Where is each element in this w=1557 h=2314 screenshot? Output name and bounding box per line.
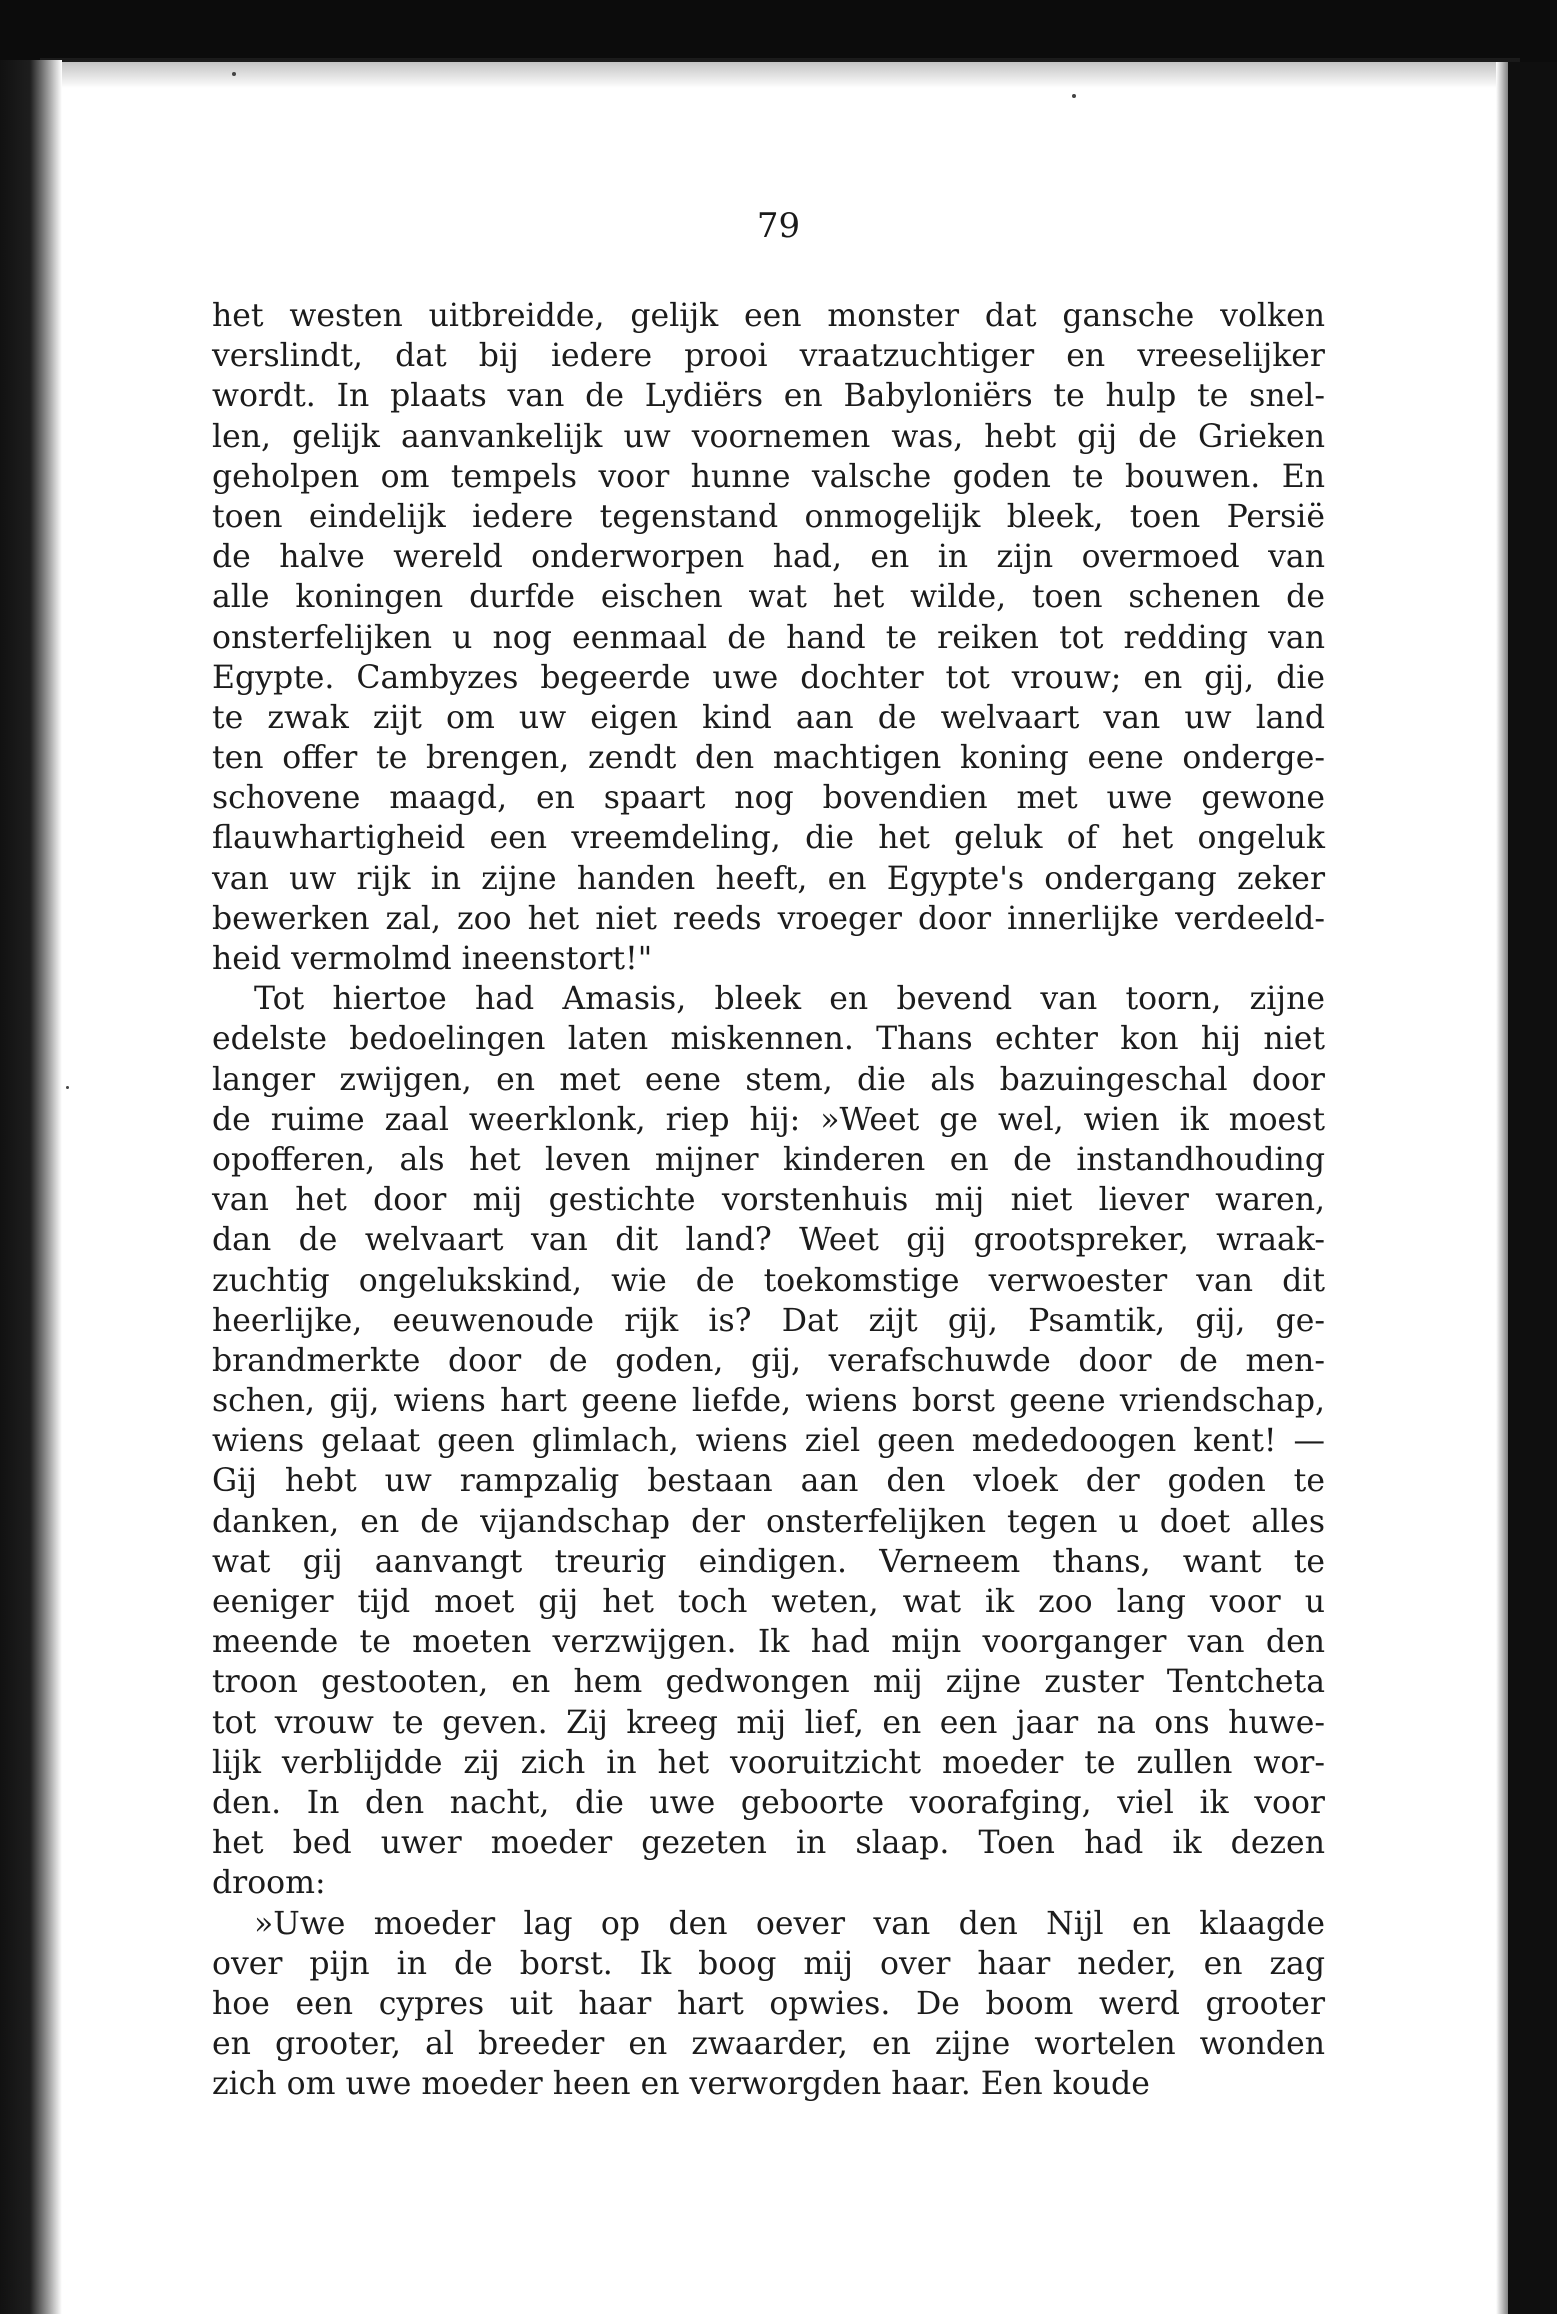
paper-speck xyxy=(66,1086,69,1089)
text-line: lijk verblijdde zij zich in het vooruitzicht moeder te zullen wor- xyxy=(212,1744,1325,1781)
text-line: geholpen om tempels voor hunne valsche goden te bouwen. En xyxy=(212,458,1325,495)
paragraph-1 xyxy=(212,296,1325,979)
body-text xyxy=(212,296,1325,2104)
text-line: wiens gelaat geen glimlach, wiens ziel geen mededoogen kent! — xyxy=(212,1423,1325,1460)
text-line: over pijn in de borst. Ik boog mij over haar neder, en zag xyxy=(212,1945,1325,1982)
text-line: opofferen, als het leven mijner kinderen en de instandhouding xyxy=(212,1141,1325,1178)
text-line: heid vermolmd ineenstort!" xyxy=(212,941,653,977)
text-line: edelste bedoelingen laten miskennen. Thans echter kon hij niet xyxy=(212,1021,1325,1058)
text-line: van uw rijk in zijne handen heeft, en Egypte's ondergang zeker xyxy=(212,860,1325,897)
text-line: toen eindelijk iedere tegenstand onmogelijk bleek, toen Persië xyxy=(212,498,1325,535)
text-line: wat gij aanvangt treurig eindigen. Verneem thans, want te xyxy=(212,1543,1325,1580)
text-line: bewerken zal, zoo het niet reeds vroeger door innerlijke verdeeld- xyxy=(212,900,1325,937)
text-line: hoe een cypres uit haar hart opwies. De boom werd grooter xyxy=(212,1985,1325,2022)
text-line: schovene maagd, en spaart nog bovendien met uwe gewone xyxy=(212,780,1325,817)
text-line: droom: xyxy=(212,1865,326,1902)
text-line: len, gelijk aanvankelijk uw voornemen was, hebt gij de Grieken xyxy=(212,418,1325,455)
text-line: de ruime zaal weerklonk, riep hij: »Weet ge wel, wien ik moest xyxy=(212,1101,1325,1138)
scan-top-shadow xyxy=(40,58,1520,88)
text-line: Gij hebt uw rampzalig bestaan aan den vloek der goden te xyxy=(212,1463,1325,1500)
text-line: verslindt, dat bij iedere prooi vraatzuchtiger en vreeselijker xyxy=(212,338,1325,375)
text-line: schen, gij, wiens hart geene liefde, wiens borst geene vriendschap, xyxy=(212,1383,1325,1420)
text-line: heerlijke, eeuwenoude rijk is? Dat zijt gij, Psamtik, gij, ge- xyxy=(212,1302,1325,1339)
text-line: troon gestooten, en hem gedwongen mij zijne zuster Tentcheta xyxy=(212,1664,1325,1701)
text-line: den. In den nacht, die uwe geboorte voorafging, viel ik voor xyxy=(212,1784,1325,1821)
text-line: eeniger tijd moet gij het toch weten, wat ik zoo lang voor u xyxy=(212,1584,1325,1620)
text-line: flauwhartigheid een vreemdeling, die het geluk of het ongeluk xyxy=(212,820,1325,857)
scan-top-border xyxy=(0,0,1557,62)
page-number: 79 xyxy=(756,206,801,246)
paper-speck xyxy=(232,72,236,76)
text-line: wordt. In plaats van de Lydiërs en Babyloniërs te hulp te snel- xyxy=(212,378,1325,415)
text-line: zich om uwe moeder heen en verworgden haar. Een koude xyxy=(212,2066,1150,2103)
paragraph-3 xyxy=(212,1904,1325,2105)
text-line: het westen uitbreidde, gelijk een monster dat gansche volken xyxy=(212,298,1325,334)
text-line: het bed uwer moeder gezeten in slaap. Toen had ik dezen xyxy=(212,1825,1325,1862)
text-line: alle koningen durfde eischen wat het wilde, toen schenen de xyxy=(212,579,1325,616)
text-line: brandmerkte door de goden, gij, verafschuwde door de men- xyxy=(212,1342,1325,1379)
text-line: meende te moeten verzwijgen. Ik had mijn voorganger van den xyxy=(212,1624,1325,1661)
paper-speck xyxy=(1072,94,1076,98)
text-line: van het door mij gestichte vorstenhuis mij niet liever waren, xyxy=(212,1182,1325,1219)
text-line: te zwak zijt om uw eigen kind aan de welvaart van uw land xyxy=(212,699,1325,736)
text-line: de halve wereld onderworpen had, en in zijn overmoed van xyxy=(212,539,1325,576)
text-line: en grooter, al breeder en zwaarder, en zijne wortelen wonden xyxy=(212,2026,1325,2063)
text-line: onsterfelijken u nog eenmaal de hand te reiken tot redding van xyxy=(212,619,1325,656)
text-line: tot vrouw te geven. Zij kreeg mij lief, en een jaar na ons huwe- xyxy=(212,1704,1325,1741)
scan-right-border xyxy=(1508,62,1557,2314)
text-line: ten offer te brengen, zendt den machtigen koning eene onderge- xyxy=(212,740,1325,777)
text-line: dan de welvaart van dit land? Weet gij grootspreker, wraak- xyxy=(212,1222,1325,1259)
scan-left-border xyxy=(0,60,62,2314)
text-line: »Uwe moeder lag op den oever van den Nijl en klaagde xyxy=(254,1905,1325,1942)
text-line: danken, en de vijandschap der onsterfelijken tegen u doet alles xyxy=(212,1503,1325,1540)
text-line: langer zwijgen, en met eene stem, die als bazuingeschal door xyxy=(212,1061,1325,1098)
paragraph-2 xyxy=(212,979,1325,1903)
text-line: Tot hiertoe had Amasis, bleek en bevend van toorn, zijne xyxy=(254,981,1325,1018)
text-line: Egypte. Cambyzes begeerde uwe dochter tot vrouw; en gij, die xyxy=(212,659,1325,696)
text-line: zuchtig ongelukskind, wie de toekomstige verwoester van dit xyxy=(212,1262,1325,1299)
